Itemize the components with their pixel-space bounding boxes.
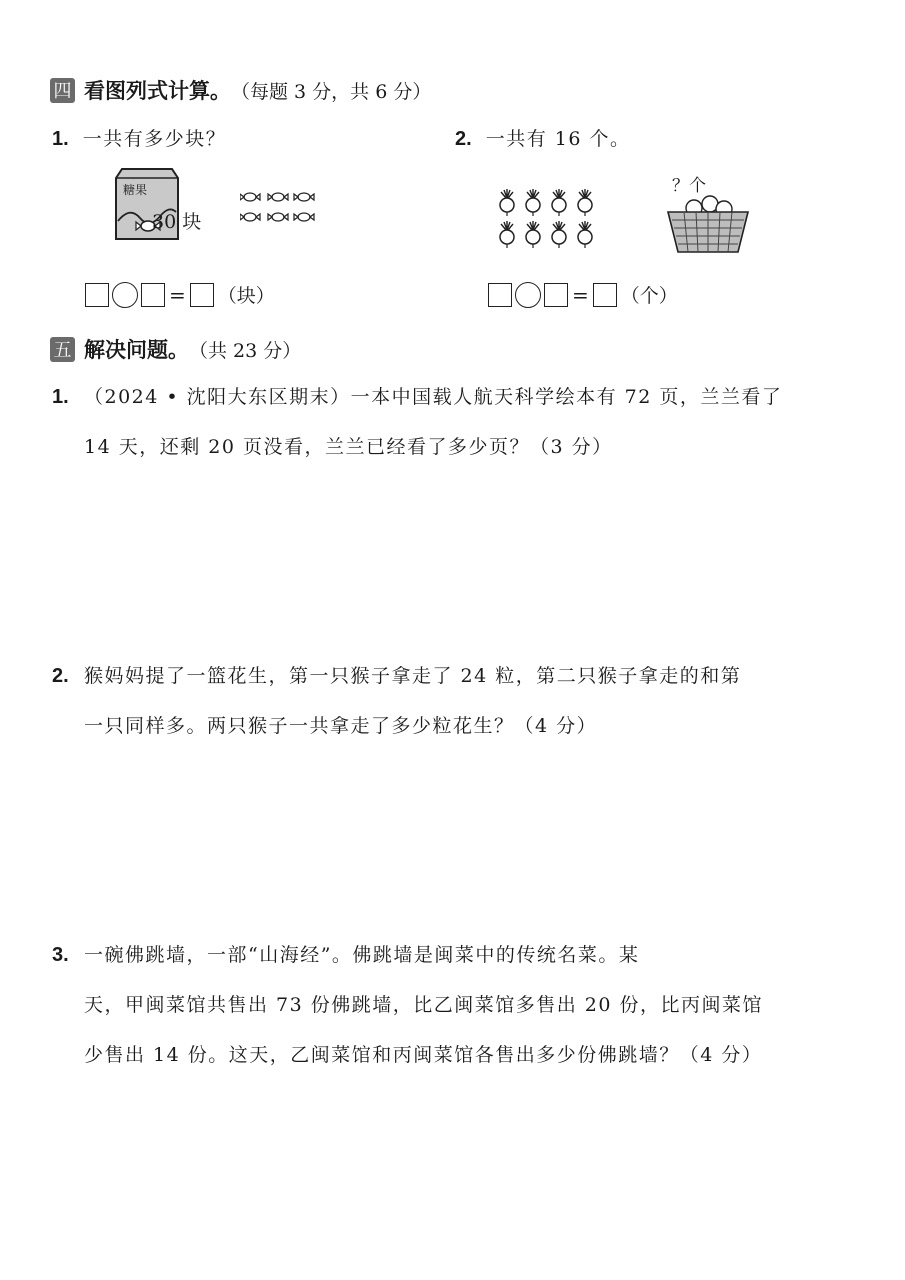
problem-text-line: 少售出 14 份。这天，乙闽菜馆和丙闽菜馆各售出多少份佛跳墙？（4 分） [84, 1044, 763, 1066]
answer-box[interactable] [593, 283, 617, 307]
section-5-note: （共 23 分） [189, 339, 302, 362]
picture-question-2 [455, 126, 630, 152]
problem-text-line: （2024 • 沈阳大东区期末）一本中国载人航天科学绘本有 72 页，兰兰看了 [84, 386, 783, 408]
answer-box[interactable] [85, 283, 109, 307]
basket-label: ？个 [672, 176, 706, 196]
word-problem-3 [52, 930, 884, 1080]
equation-1 [85, 281, 275, 308]
section-4-badge: 四 [50, 78, 75, 103]
equals-sign: = [572, 282, 589, 307]
section-4-note: （每题 3 分，共 6 分） [231, 80, 432, 103]
operator-circle[interactable] [515, 282, 541, 308]
basket-icon [664, 190, 752, 256]
question-number: 2. [455, 127, 472, 150]
question-number: 1. [52, 127, 69, 150]
problem-text-line: 一只同样多。两只猴子一共拿走了多少粒花生？（4 分） [84, 715, 598, 737]
section-5-badge: 五 [50, 337, 75, 362]
equals-sign: = [169, 282, 186, 307]
picture-question-1 [52, 126, 226, 152]
candy-bag-label: 糖果 [123, 183, 148, 197]
section-5-header [50, 334, 301, 364]
candies-icon [240, 189, 316, 229]
problem-number: 3. [52, 944, 69, 966]
problem-number: 2. [52, 665, 69, 687]
unit-label: （块） [217, 285, 275, 307]
operator-circle[interactable] [112, 282, 138, 308]
candy-bag-count: 30 块 [152, 211, 202, 233]
problem-number: 1. [52, 386, 69, 408]
problem-text-line: 猴妈妈提了一篮花生，第一只猴子拿走了 24 粒，第二只猴子拿走的和第 [84, 665, 742, 687]
word-problem-2 [52, 651, 884, 751]
answer-box[interactable] [544, 283, 568, 307]
word-problem-1 [52, 372, 884, 472]
answer-box[interactable] [141, 283, 165, 307]
problem-text-line: 一碗佛跳墙，一部“山海经”。佛跳墙是闽菜中的传统名菜。某 [84, 944, 640, 966]
radishes-icon [495, 186, 605, 252]
question-text: 一共有多少块？ [82, 128, 227, 150]
section-5-title: 解决问题。 [84, 338, 189, 362]
unit-label: （个） [620, 285, 678, 307]
problem-text-line: 天，甲闽菜馆共售出 73 份佛跳墙，比乙闽菜馆多售出 20 份，比丙闽菜馆 [84, 994, 764, 1016]
equation-2 [488, 281, 678, 308]
answer-box[interactable] [190, 283, 214, 307]
section-4-title: 看图列式计算。 [84, 79, 231, 103]
question-text: 一共有 16 个。 [485, 128, 631, 150]
problem-text-line: 14 天，还剩 20 页没看，兰兰已经看了多少页？（3 分） [84, 436, 613, 458]
section-4-header [50, 75, 431, 105]
answer-box[interactable] [488, 283, 512, 307]
